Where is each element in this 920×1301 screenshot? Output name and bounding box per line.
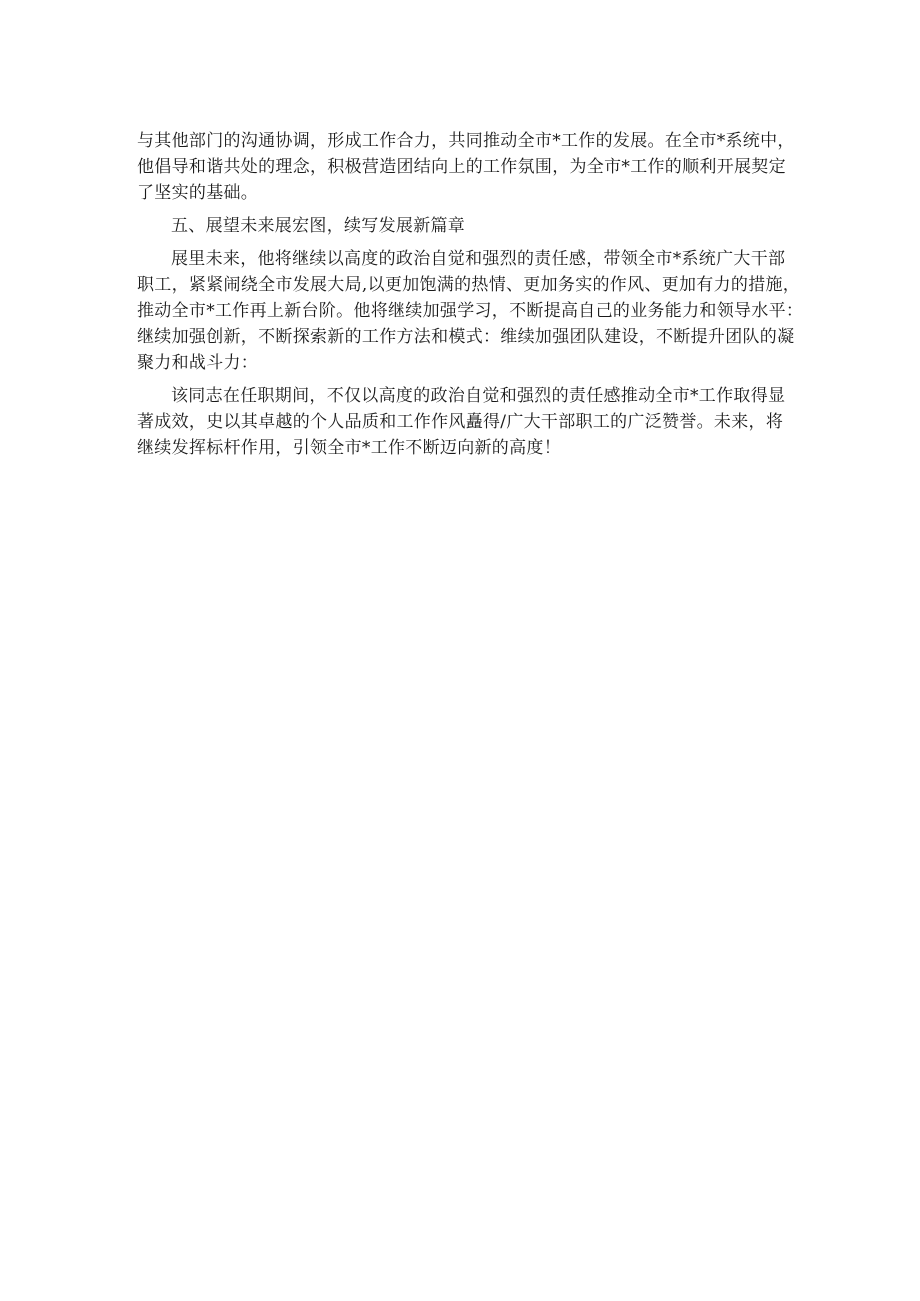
text-line: 继续加强创新，不断探索新的工作方法和模式：维续加强团队建设，不断提升团队的凝 xyxy=(137,327,795,347)
section-heading-five xyxy=(137,213,797,239)
text-line: 推动全市*工作再上新台阶。他将继续加强学习，不断提高自己的业务能力和领导水平： xyxy=(137,301,804,321)
text-line: 与其他部门的沟通协调，形成工作合力，共同推动全市*工作的发展。在全市*系统中， xyxy=(137,131,795,151)
text-line: 展里未来，他将继续以高度的政治自觉和强烈的责任感，带领全市*系统广大干部 xyxy=(171,249,786,269)
document-body xyxy=(137,128,804,468)
text-line: 该同志在任职期间，不仅以高度的政治自觉和强烈的责任感推动全市*工作取得显 xyxy=(171,386,786,406)
paragraph-cooperation xyxy=(137,128,797,206)
text-line: 聚力和战斗力： xyxy=(137,353,259,373)
text-line: 继续发挥标杆作用，引领全市*工作不断迈向新的高度！ xyxy=(137,438,561,458)
text-line: 他倡导和谐共处的理念，积极营造团结向上的工作氛围，为全市*工作的顺利开展契定 xyxy=(137,157,786,177)
heading-text: 五、展望未来展宏图，续写发展新篇章 xyxy=(171,216,466,236)
paragraph-outlook xyxy=(137,246,804,376)
text-line: 了坚实的基础。 xyxy=(137,183,259,203)
paragraph-conclusion xyxy=(137,383,797,461)
text-line: 著成效，史以其卓越的个人品质和工作作风矗得/广大干部职工的广泛赞誉。未来，将 xyxy=(137,412,784,432)
text-line: 职工，紧紧闹绕全市发展大局,以更加饱满的热情、更加务实的作风、更加有力的措施， xyxy=(137,275,801,295)
